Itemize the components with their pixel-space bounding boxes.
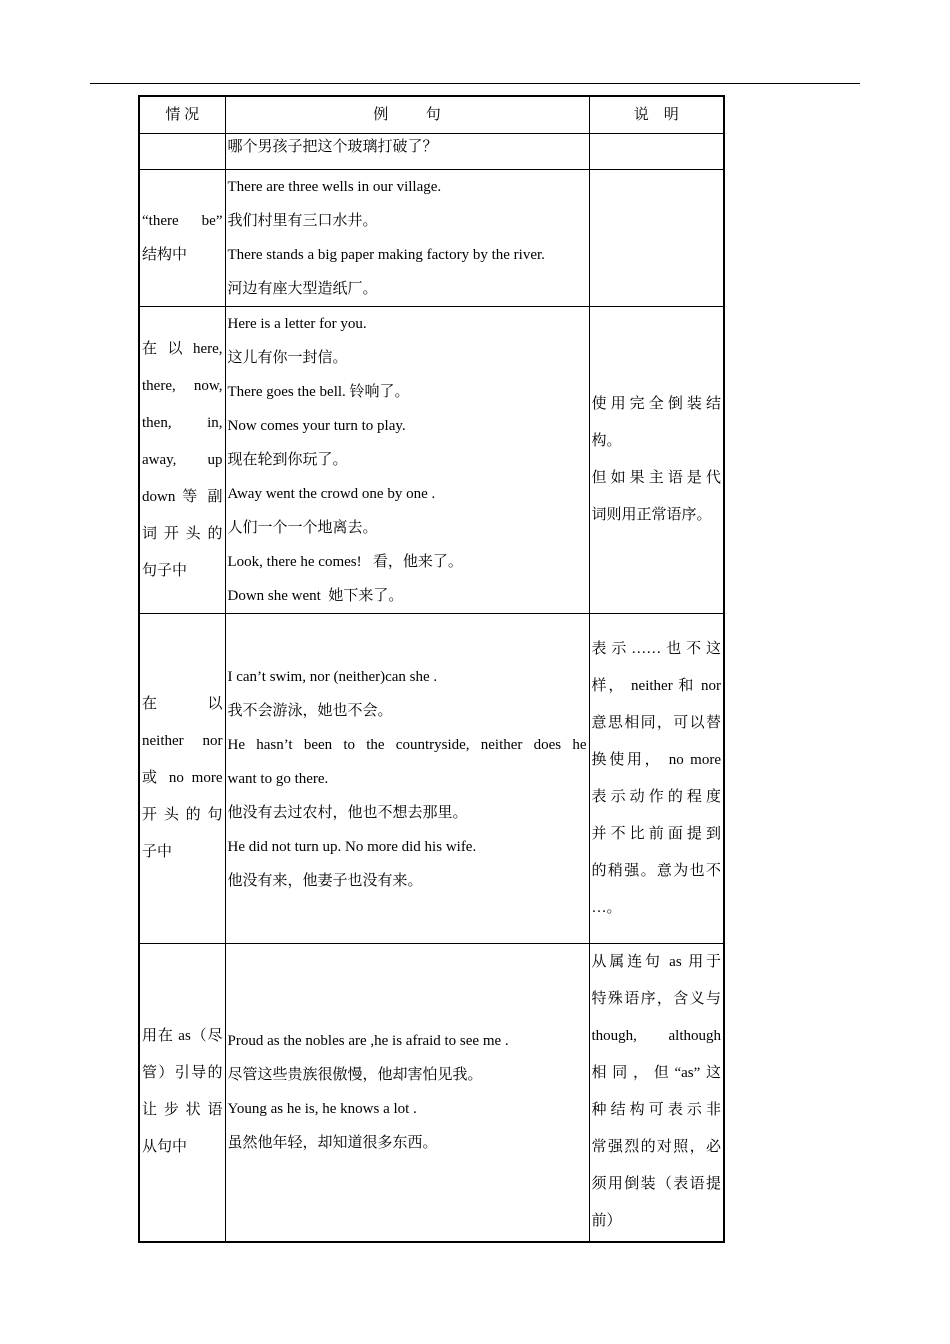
note-line: 前） (591, 1213, 622, 1230)
note-line: 特殊语序，含义与 (591, 991, 721, 1008)
condition-cell (139, 170, 225, 307)
table-header-row (139, 96, 724, 134)
note-line: though, although (591, 1028, 721, 1045)
condition-cell (139, 944, 225, 1242)
example-line: 哪个男孩子把这个玻璃打破了？ (227, 139, 438, 155)
condition-line: neither nor (142, 733, 223, 749)
examples-cell (225, 944, 589, 1242)
note-line: 换使用， no more (591, 751, 721, 768)
condition-line: 或 no more (142, 770, 223, 786)
example-line: He hasn’t been to the countryside, neither does he (227, 736, 587, 753)
notes-cell (589, 134, 724, 170)
table-row (139, 170, 724, 307)
condition-line: 句子中 (142, 562, 188, 579)
example-line: 我不会游泳，她也不会。 (227, 702, 393, 719)
note-line: 种结构可表示非 (591, 1102, 721, 1119)
condition-line: 词 开 头 的 (142, 525, 223, 542)
note-line: 须用倒装（表语提 (591, 1176, 721, 1193)
note-line: …。 (591, 899, 622, 916)
note-line: 并不比前面提到 (591, 825, 721, 842)
condition-line: 结构中 (142, 247, 188, 263)
example-line: Look, there he comes! 看，他来了。 (227, 554, 463, 570)
condition-line: 在 以 here, (142, 340, 223, 357)
note-line: 常强烈的对照，必 (591, 1139, 721, 1156)
condition-line: down 等 副 (142, 488, 223, 505)
notes-cell (589, 307, 724, 614)
example-line: 现在轮到你玩了。 (227, 452, 348, 468)
example-line: 他没有去过农村，他也不想去那里。 (227, 804, 468, 821)
header-notes: 说 明 (589, 96, 724, 134)
note-line: 样， neither 和 nor (591, 677, 721, 694)
condition-line: away, up (142, 451, 223, 468)
header-examples: 例 句 (225, 96, 589, 134)
table-row (139, 307, 724, 614)
note-line: 意思相同，可以替 (591, 714, 721, 731)
example-line: Away went the crowd one by one . (227, 486, 436, 502)
table-row (139, 944, 724, 1242)
examples-cell (225, 170, 589, 307)
notes-cell (589, 614, 724, 944)
example-line: I can’t swim, nor (neither)can she . (227, 668, 438, 685)
note-line: 构。 (591, 433, 622, 449)
example-line: There are three wells in our village. (227, 179, 442, 195)
condition-line: there, now, (142, 377, 223, 394)
condition-cell (139, 307, 225, 614)
examples-cell (225, 614, 589, 944)
example-line: 他没有来，他妻子也没有来。 (227, 872, 423, 889)
example-line: Young as he is, he knows a lot . (227, 1101, 417, 1118)
condition-line: 在 以 (142, 696, 223, 712)
condition-line: 用在 as（尽 (142, 1028, 223, 1045)
condition-line: “there be” (142, 213, 223, 229)
example-line: want to go there. (227, 770, 329, 787)
example-line: There goes the bell. 铃响了。 (227, 384, 410, 400)
condition-cell (139, 614, 225, 944)
condition-line: 管）引导的 (142, 1065, 223, 1082)
note-line: 相同，但“as”这 (591, 1065, 721, 1082)
example-line: 人们一个一个地离去。 (227, 520, 378, 536)
example-line: 虽然他年轻，却知道很多东西。 (227, 1135, 438, 1152)
example-line: There stands a big paper making factory by the river. (227, 247, 545, 263)
note-line: 但如果主语是代 (591, 470, 721, 486)
example-line: He did not turn up. No more did his wife. (227, 838, 477, 855)
example-line: Down she went 她下来了。 (227, 588, 404, 604)
example-line: Now comes your turn to play. (227, 418, 406, 434)
condition-cell (139, 134, 225, 170)
header-rule (90, 83, 860, 84)
condition-line: 开 头 的 句 (142, 807, 223, 823)
example-line: Proud as the nobles are ,he is afraid to see me . (227, 1033, 509, 1050)
notes-cell (589, 944, 724, 1242)
example-line: 河边有座大型造纸厂。 (227, 281, 378, 297)
example-line: 尽管这些贵族很傲慢，他却害怕见我。 (227, 1067, 483, 1084)
condition-line: 让 步 状 语 (142, 1102, 223, 1119)
examples-cell (225, 307, 589, 614)
note-line: 表示……也不这 (591, 640, 721, 657)
condition-line: 子中 (142, 844, 173, 860)
notes-cell (589, 170, 724, 307)
example-line: 我们村里有三口水井。 (227, 213, 378, 229)
header-condition: 情 况 (139, 96, 225, 134)
note-line: 表示动作的程度 (591, 788, 721, 805)
condition-line: then, in, (142, 414, 223, 431)
note-line: 使用完全倒装结 (591, 396, 721, 412)
note-line: 的稍强。意为也不 (591, 862, 721, 879)
table-row (139, 614, 724, 944)
note-line: 词则用正常语序。 (591, 507, 712, 523)
note-line: 从属连句 as 用于 (591, 954, 721, 971)
table-row (139, 134, 724, 170)
example-line: Here is a letter for you. (227, 316, 367, 332)
inversion-table (138, 95, 725, 1243)
condition-line: 从句中 (142, 1139, 188, 1156)
example-line: 这儿有你一封信。 (227, 350, 348, 366)
examples-cell (225, 134, 589, 170)
